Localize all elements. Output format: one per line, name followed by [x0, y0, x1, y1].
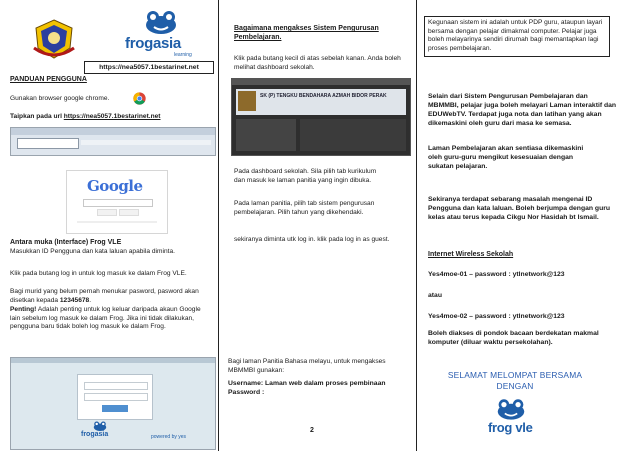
frog-interface-sub: Masukkan ID Pengguna dan kata laluan apabila diminta.	[10, 248, 175, 255]
column-divider-left	[218, 0, 219, 451]
frog-interface-heading: Antara muka (Interface) Frog VLE	[10, 239, 122, 246]
access-heading: Bagaimana mengakses Sistem Pengurusan Pembelajaran.	[234, 25, 379, 42]
frog-login-logo-icon	[93, 421, 107, 431]
mbmmbi-credentials: Username: Laman web dalam proses pembinaan Password :	[228, 380, 386, 396]
wifi-or: atau	[428, 292, 442, 299]
welcome-message: SELAMAT MELOMPAT BERSAMA DENGAN	[447, 370, 583, 392]
frog-login-screenshot	[10, 357, 216, 450]
mbmmbi-instruction: Bagi laman Panitia Bahasa melayu, untuk mengakses MBMMBI gunakan:	[228, 358, 386, 374]
login-instruction: Klik pada butang log in untuk log masuk ke dalam Frog VLE.	[10, 270, 187, 277]
default-password: 12345678	[59, 296, 90, 304]
frog-login-brand: frogasia	[81, 431, 109, 438]
dashboard-screenshot	[231, 78, 411, 156]
chrome-icon	[133, 92, 146, 105]
dashboard-instruction: Pada dashboard sekolah. Sila pilih tab kurikulum dan masuk ke laman panitia yang ingin dibuka.	[234, 168, 377, 184]
frog-login-powered: powered by yes	[151, 434, 187, 440]
frog-vle-label: frog vle	[488, 420, 533, 435]
page-number: 2	[310, 427, 314, 434]
important-text: Adalah penting untuk log keluar daripada akaun Google lain sebelum log masuk ke dalam Frog. Jika ini tidak dilakukan, pengguna baru tidak boleh log masuk ke dalam Frog.	[10, 306, 201, 331]
password-text: Bagi murid yang belum pernah menukar pasword, pasword akan disetkan kepada	[10, 288, 199, 304]
frog-logo-icon	[144, 10, 178, 34]
brand-name: frogasia	[125, 35, 181, 52]
purpose-box: Kegunaan sistem ini adalah untuk PDP guru, ataupun layari bersama dengan pelajar dimakmal computer. Pelajar juga boleh melayarinya sendiri dirumah bagi memantapkan lagi proses pembelajaran.	[424, 16, 610, 57]
guest-login-instruction: sekiranya diminta utk log in. klik pada log in as guest.	[234, 236, 390, 243]
frog-vle-logo-icon	[496, 398, 526, 420]
guide-heading: PANDUAN PENGGUNA	[10, 76, 87, 83]
updates-paragraph: Laman Pembelajaran akan sentiasa dikemaskini oleh guru-guru mengikut kesesuaian dengan sukatan pelajaran.	[428, 145, 584, 170]
important-label: Penting!	[10, 306, 37, 313]
contact-paragraph: Sekiranya terdapat sebarang masalah mengenai ID Pengguna dan kata laluan. Boleh berjumpa dengan guru kelas atau terus kepada Cikgu Nor Hasidah bt Ismail.	[428, 196, 611, 221]
google-logo: Google	[87, 177, 143, 195]
url-box: https://nea5057.1bestarinet.net	[84, 61, 214, 74]
other-resources-paragraph: Selain dari Sistem Pengurusan Pembelajaran dan MBMMBI, pelajar juga boleh melayari Laman interaktif dan EDUWebTV. Terdapat juga nota dan latihan yang akan dikemaskini oleh guru dari masa ke semasa.	[428, 93, 617, 127]
school-url-link[interactable]: https://nea5057.1bestarinet.net	[63, 113, 161, 120]
wifi-heading: Internet Wireless Sekolah	[428, 251, 514, 258]
password-instruction: Bagi murid yang belum pernah menukar pasword, pasword akan disetkan kepada 12345678.	[10, 288, 199, 304]
panitia-instruction: Pada laman panitia, pilih tab sistem pengurusan pembelajaran. Pilih tahun yang dikehendaki.	[234, 200, 375, 216]
url-instruction	[10, 113, 161, 122]
wifi-network-2: Yes4moe-02 – password : ytlnetwork@123	[428, 313, 565, 320]
school-crest-logo	[30, 18, 78, 60]
column-divider-right	[416, 0, 417, 451]
url-instruction-prefix: Taipkan pada url	[10, 113, 62, 120]
browser-instruction: Gunakan browser google chrome.	[10, 95, 110, 102]
wifi-access-note: Boleh diakses di pondok bacaan berdekatan makmal komputer (diluar waktu persekolahan).	[428, 330, 599, 346]
important-note	[10, 306, 210, 332]
wifi-network-1: Yes4moe-01 – password : ytlnetwork@123	[428, 271, 565, 278]
dashboard-banner-title: SK (P) TENGKU BENDAHARA AZMAH BIDOR PERAK	[260, 93, 387, 99]
google-page-screenshot	[66, 170, 168, 234]
access-instruction: Klik pada butang kecil di atas sebelah kanan. Anda boleh melihat dashboard sekolah.	[234, 55, 401, 71]
brand-subtitle: learning	[174, 52, 192, 58]
browser-screenshot	[10, 127, 216, 156]
